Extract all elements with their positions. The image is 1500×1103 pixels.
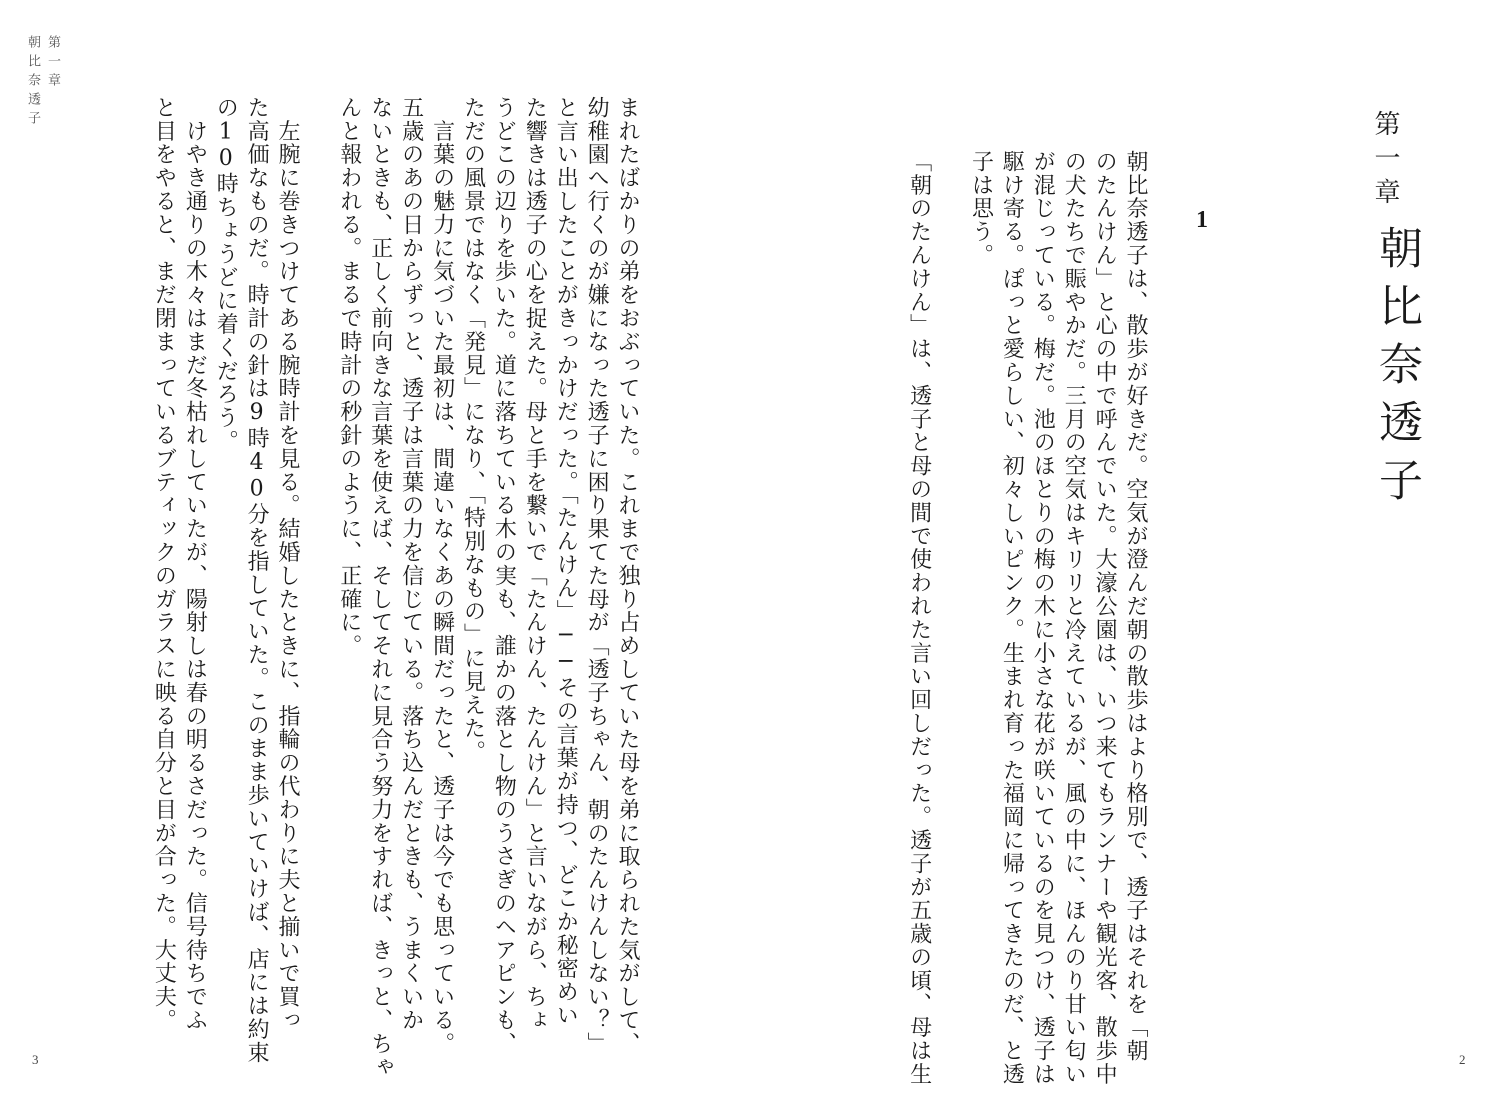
text-line: んと報われる。まるで時計の秒針のように、正確に。 [336, 96, 362, 658]
text-line: の10時ちょうどに着くだろう。 [213, 96, 239, 453]
text-line: ないときも、正しく前向きな言葉を使えば、そしてそれに見合う努力をすれば、きっと、ちゃ [367, 96, 393, 1079]
text-line: 左腕に巻きつけてある腕時計を見る。結婚したときに、指輪の代わりに夫と揃いで買っ [275, 96, 301, 1032]
text-line: うどこの辺りを歩いた。道に落ちている木の実も、誰かの落とし物のうさぎのヘアピンも、 [491, 96, 517, 1056]
text-line: た高価なものだ。時計の針は9時40分を指していた。このまま歩いていけば、店には約束 [244, 96, 270, 1065]
left-page-body [148, 96, 643, 1079]
text-line: が混じっている。梅だ。池のほとりの梅の木に小さな花が咲いているのを見つけ、透子は [1030, 150, 1056, 1086]
text-line: けやき通りの木々はまだ冬枯れしていたが、陽射しは春の明るさだった。信号待ちでふ [182, 96, 208, 1032]
text-line: 「朝のたんけん」は、透子と母の間で使われた言い回しだった。透子が五歳の頃、母は生 [906, 150, 932, 1086]
text-line: 言葉の魅力に気づいた最初は、間違いなくあの瞬間だったと、透子は今でも思っている。 [429, 96, 455, 1056]
text-line: 朝比奈透子は、散歩が好きだ。空気が澄んだ朝の散歩はより格別で、透子はそれを「朝 [1123, 150, 1148, 1063]
section-number: 1 [1196, 207, 1208, 233]
chapter-title: 朝比奈透子 [1371, 225, 1422, 515]
text-line [934, 150, 965, 910]
page-number-right: 2 [1459, 1052, 1466, 1067]
text-line: 子は思う。 [968, 150, 994, 267]
text-line: 駆け寄る。ぽっと愛らしい、初々しいピンク。生まれ育った福岡に帰ってきたのだ、と透 [999, 150, 1025, 1086]
running-header [22, 35, 62, 130]
header-chapter: 第一章 [45, 35, 60, 92]
text-line: 五歳のあの日からずっと、透子は言葉の力を信じている。落ち込んだときも、うまくいか [398, 96, 424, 1032]
text-line: た響きは透子の心を捉えた。母と手を繋いで「たんけん、たんけん」と言いながら、ちょ [522, 96, 548, 1032]
chapter-label: 第一章 [1370, 110, 1400, 212]
page-number-left: 3 [32, 1052, 39, 1067]
text-line: と目をやると、まだ閉まっているブティックのガラスに映る自分と目が合った。大丈夫。 [151, 96, 177, 1032]
text-line: の犬たちで賑やかだ。三月の空気はキリリと冷えているが、風の中に、ほんのり甘い匂い [1061, 150, 1087, 1086]
text-line: ただの風景ではなく「発見」になり、「特別なもの」に見えた。 [460, 96, 486, 764]
text-line: まれたばかりの弟をおぶっていた。これまで独り占めしていた母を弟に取られた気がして、 [615, 96, 640, 1056]
text-line: と言い出したことがきっかけだった。「たんけん」──その言葉が持つ、どこか秘密めい [553, 96, 579, 1027]
text-line: 幼稚園へ行くのが嫌になった透子に困り果てた母が「透子ちゃん、朝のたんけんしない？」 [584, 96, 610, 1056]
text-line: のたんけん」と心の中で呼んでいた。大濠公園は、いつ来てもランナーや観光客、散歩中 [1092, 150, 1118, 1086]
header-name: 朝比奈透子 [25, 35, 40, 130]
right-page-body [903, 150, 1150, 1086]
text-line [302, 96, 333, 906]
